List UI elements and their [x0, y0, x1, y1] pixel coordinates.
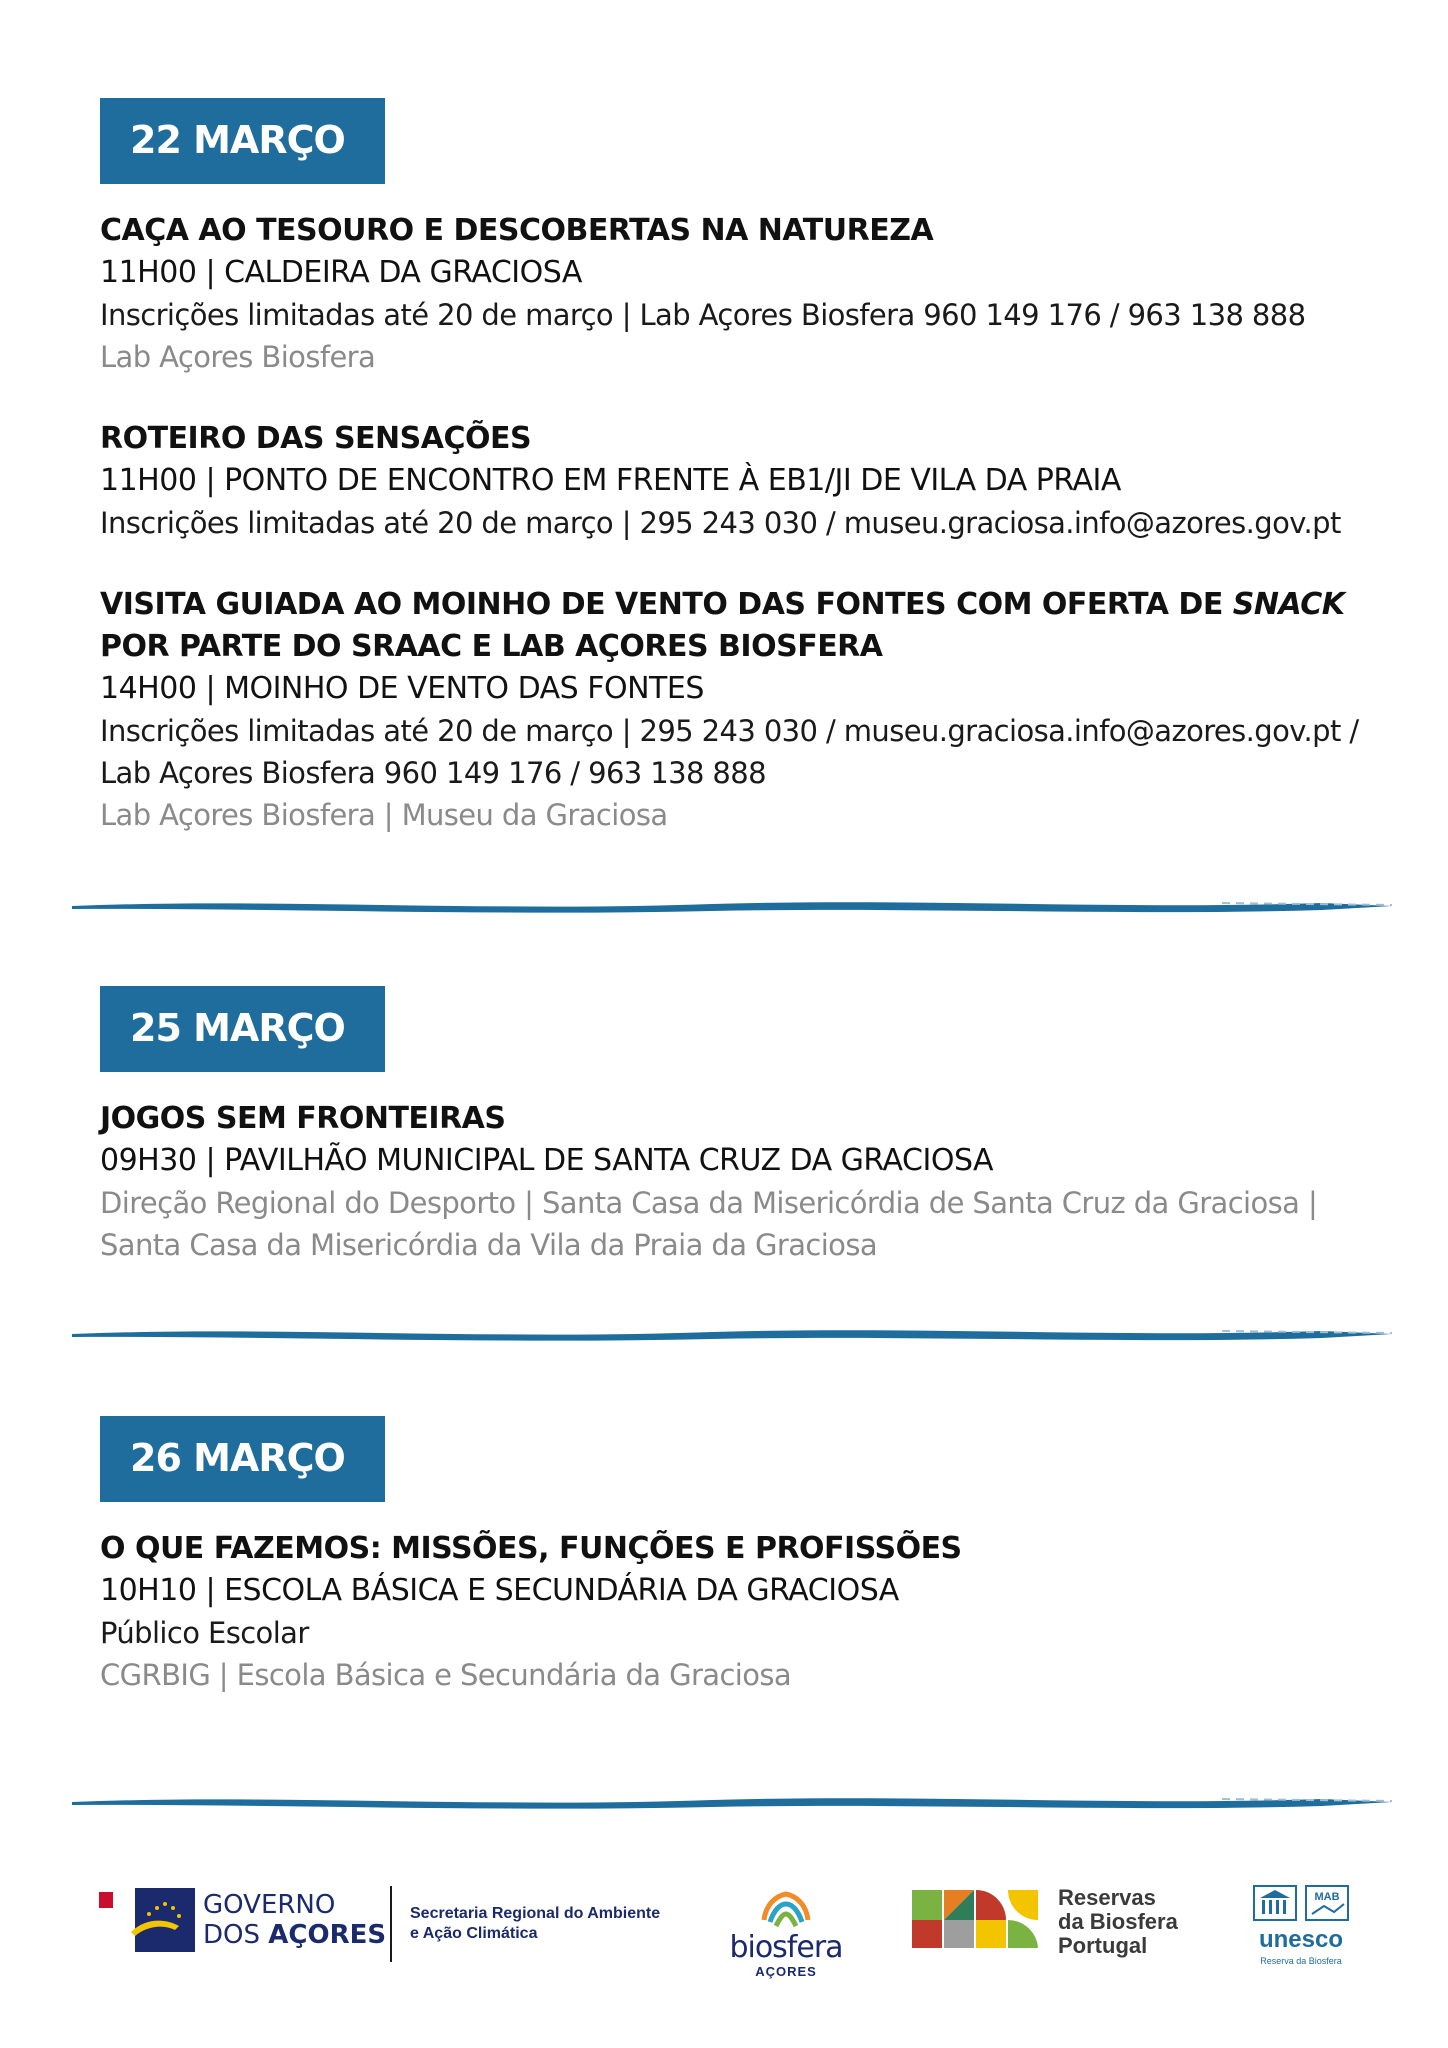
acores-flag-icon: [95, 1888, 195, 1952]
event-title: ROTEIRO DAS SENSAÇÕES: [100, 421, 532, 456]
section-25-marco: [100, 986, 1360, 1266]
event-organizers: CGRBIG | Escola Básica e Secundária da Graciosa: [100, 1658, 792, 1692]
reservas-text: [1058, 1886, 1178, 1958]
governo-line-2: [203, 1920, 386, 1950]
event-time-place: 10H10 | ESCOLA BÁSICA E SECUNDÁRIA DA GRACIOSA: [100, 1573, 899, 1608]
event: [100, 1098, 1360, 1266]
secretaria-line-1: Secretaria Regional do Ambiente: [410, 1905, 661, 1922]
brush-divider: [72, 894, 1392, 918]
footer-logos: [0, 1860, 1448, 1980]
unesco-temple-icon: [1246, 1884, 1356, 1924]
reservas-line-3: Portugal: [1058, 1933, 1148, 1958]
event-info: Lab Açores Biosfera 960 149 176 / 963 138 888: [100, 756, 766, 790]
event-title: O QUE FAZEMOS: MISSÕES, FUNÇÕES E PROFISSÕES: [100, 1531, 962, 1566]
event-title-line-2: POR PARTE DO SRAAC E LAB AÇORES BIOSFERA: [100, 629, 883, 664]
biosfera-emblem-icon: [716, 1876, 856, 1932]
event-title: CAÇA AO TESOURO E DESCOBERTAS NA NATUREZA: [100, 213, 934, 248]
event-title-text: VISITA GUIADA AO MOINHO DE VENTO DAS FONTES COM OFERTA DE: [100, 587, 1233, 622]
governo-text: [203, 1890, 386, 1950]
event-title: JOGOS SEM FRONTEIRAS: [100, 1101, 506, 1136]
biosfera-acores-logo: [716, 1876, 856, 1979]
brush-divider: [72, 1790, 1392, 1814]
event: [100, 418, 1360, 544]
event: [100, 584, 1360, 836]
secretaria-text: [410, 1904, 660, 1944]
reservas-line-1: Reservas: [1058, 1885, 1156, 1910]
unesco-subtitle: Reserva da Biosfera: [1260, 1956, 1342, 1966]
section-26-marco: [100, 1416, 1360, 1696]
event: [100, 1528, 1360, 1696]
event-organizers: Santa Casa da Misericórdia da Vila da Praia da Graciosa: [100, 1228, 878, 1262]
event-info: Público Escolar: [100, 1616, 309, 1650]
governo-line-1: GOVERNO: [203, 1890, 336, 1920]
reservas-line-2: da Biosfera: [1058, 1909, 1178, 1934]
event-info: Inscrições limitadas até 20 de março | Lab Açores Biosfera 960 149 176 / 963 138 888: [100, 298, 1306, 332]
event-title: [100, 584, 1360, 626]
event-organizers: Lab Açores Biosfera: [100, 340, 376, 374]
unesco-logo: [1246, 1884, 1356, 1974]
event-organizers: Direção Regional do Desporto | Santa Casa da Misericórdia de Santa Cruz da Graciosa |: [100, 1186, 1318, 1220]
governo-line-2-prefix: DOS: [203, 1920, 269, 1950]
secretaria-line-2: e Ação Climática: [410, 1925, 538, 1942]
event-title-emphasis: SNACK: [1232, 587, 1345, 622]
biosfera-word: biosfera: [729, 1930, 843, 1965]
event-info: Inscrições limitadas até 20 de março | 295 243 030 / museu.graciosa.info@azores.gov.pt: [100, 506, 1341, 540]
reservas-biosfera-portugal-logo: [912, 1884, 1178, 1959]
event: [100, 210, 1360, 378]
governo-line-2-bold: AÇORES: [268, 1920, 387, 1950]
reservas-mosaic-icon: [912, 1884, 1052, 1954]
biosfera-subtitle: AÇORES: [755, 1964, 817, 1979]
event-time-place: 09H30 | PAVILHÃO MUNICIPAL DE SANTA CRUZ DA GRACIOSA: [100, 1143, 994, 1178]
logo-separator: [390, 1886, 392, 1962]
event-info: Inscrições limitadas até 20 de março | 295 243 030 / museu.graciosa.info@azores.gov.pt /: [100, 714, 1359, 748]
date-badge: 26 MARÇO: [100, 1416, 385, 1502]
event-time-place: 11H00 | CALDEIRA DA GRACIOSA: [100, 255, 582, 290]
event-time-place: 11H00 | PONTO DE ENCONTRO EM FRENTE À EB1/JI DE VILA DA PRAIA: [100, 463, 1121, 498]
event-time-place: 14H00 | MOINHO DE VENTO DAS FONTES: [100, 671, 704, 706]
event-organizers: Lab Açores Biosfera | Museu da Graciosa: [100, 798, 668, 832]
brush-divider: [72, 1322, 1392, 1346]
date-badge: 25 MARÇO: [100, 986, 385, 1072]
unesco-mab-label: MAB: [1314, 1891, 1340, 1903]
section-22-marco: [100, 98, 1360, 836]
date-badge: 22 MARÇO: [100, 98, 385, 184]
unesco-word: unesco: [1258, 1926, 1344, 1953]
